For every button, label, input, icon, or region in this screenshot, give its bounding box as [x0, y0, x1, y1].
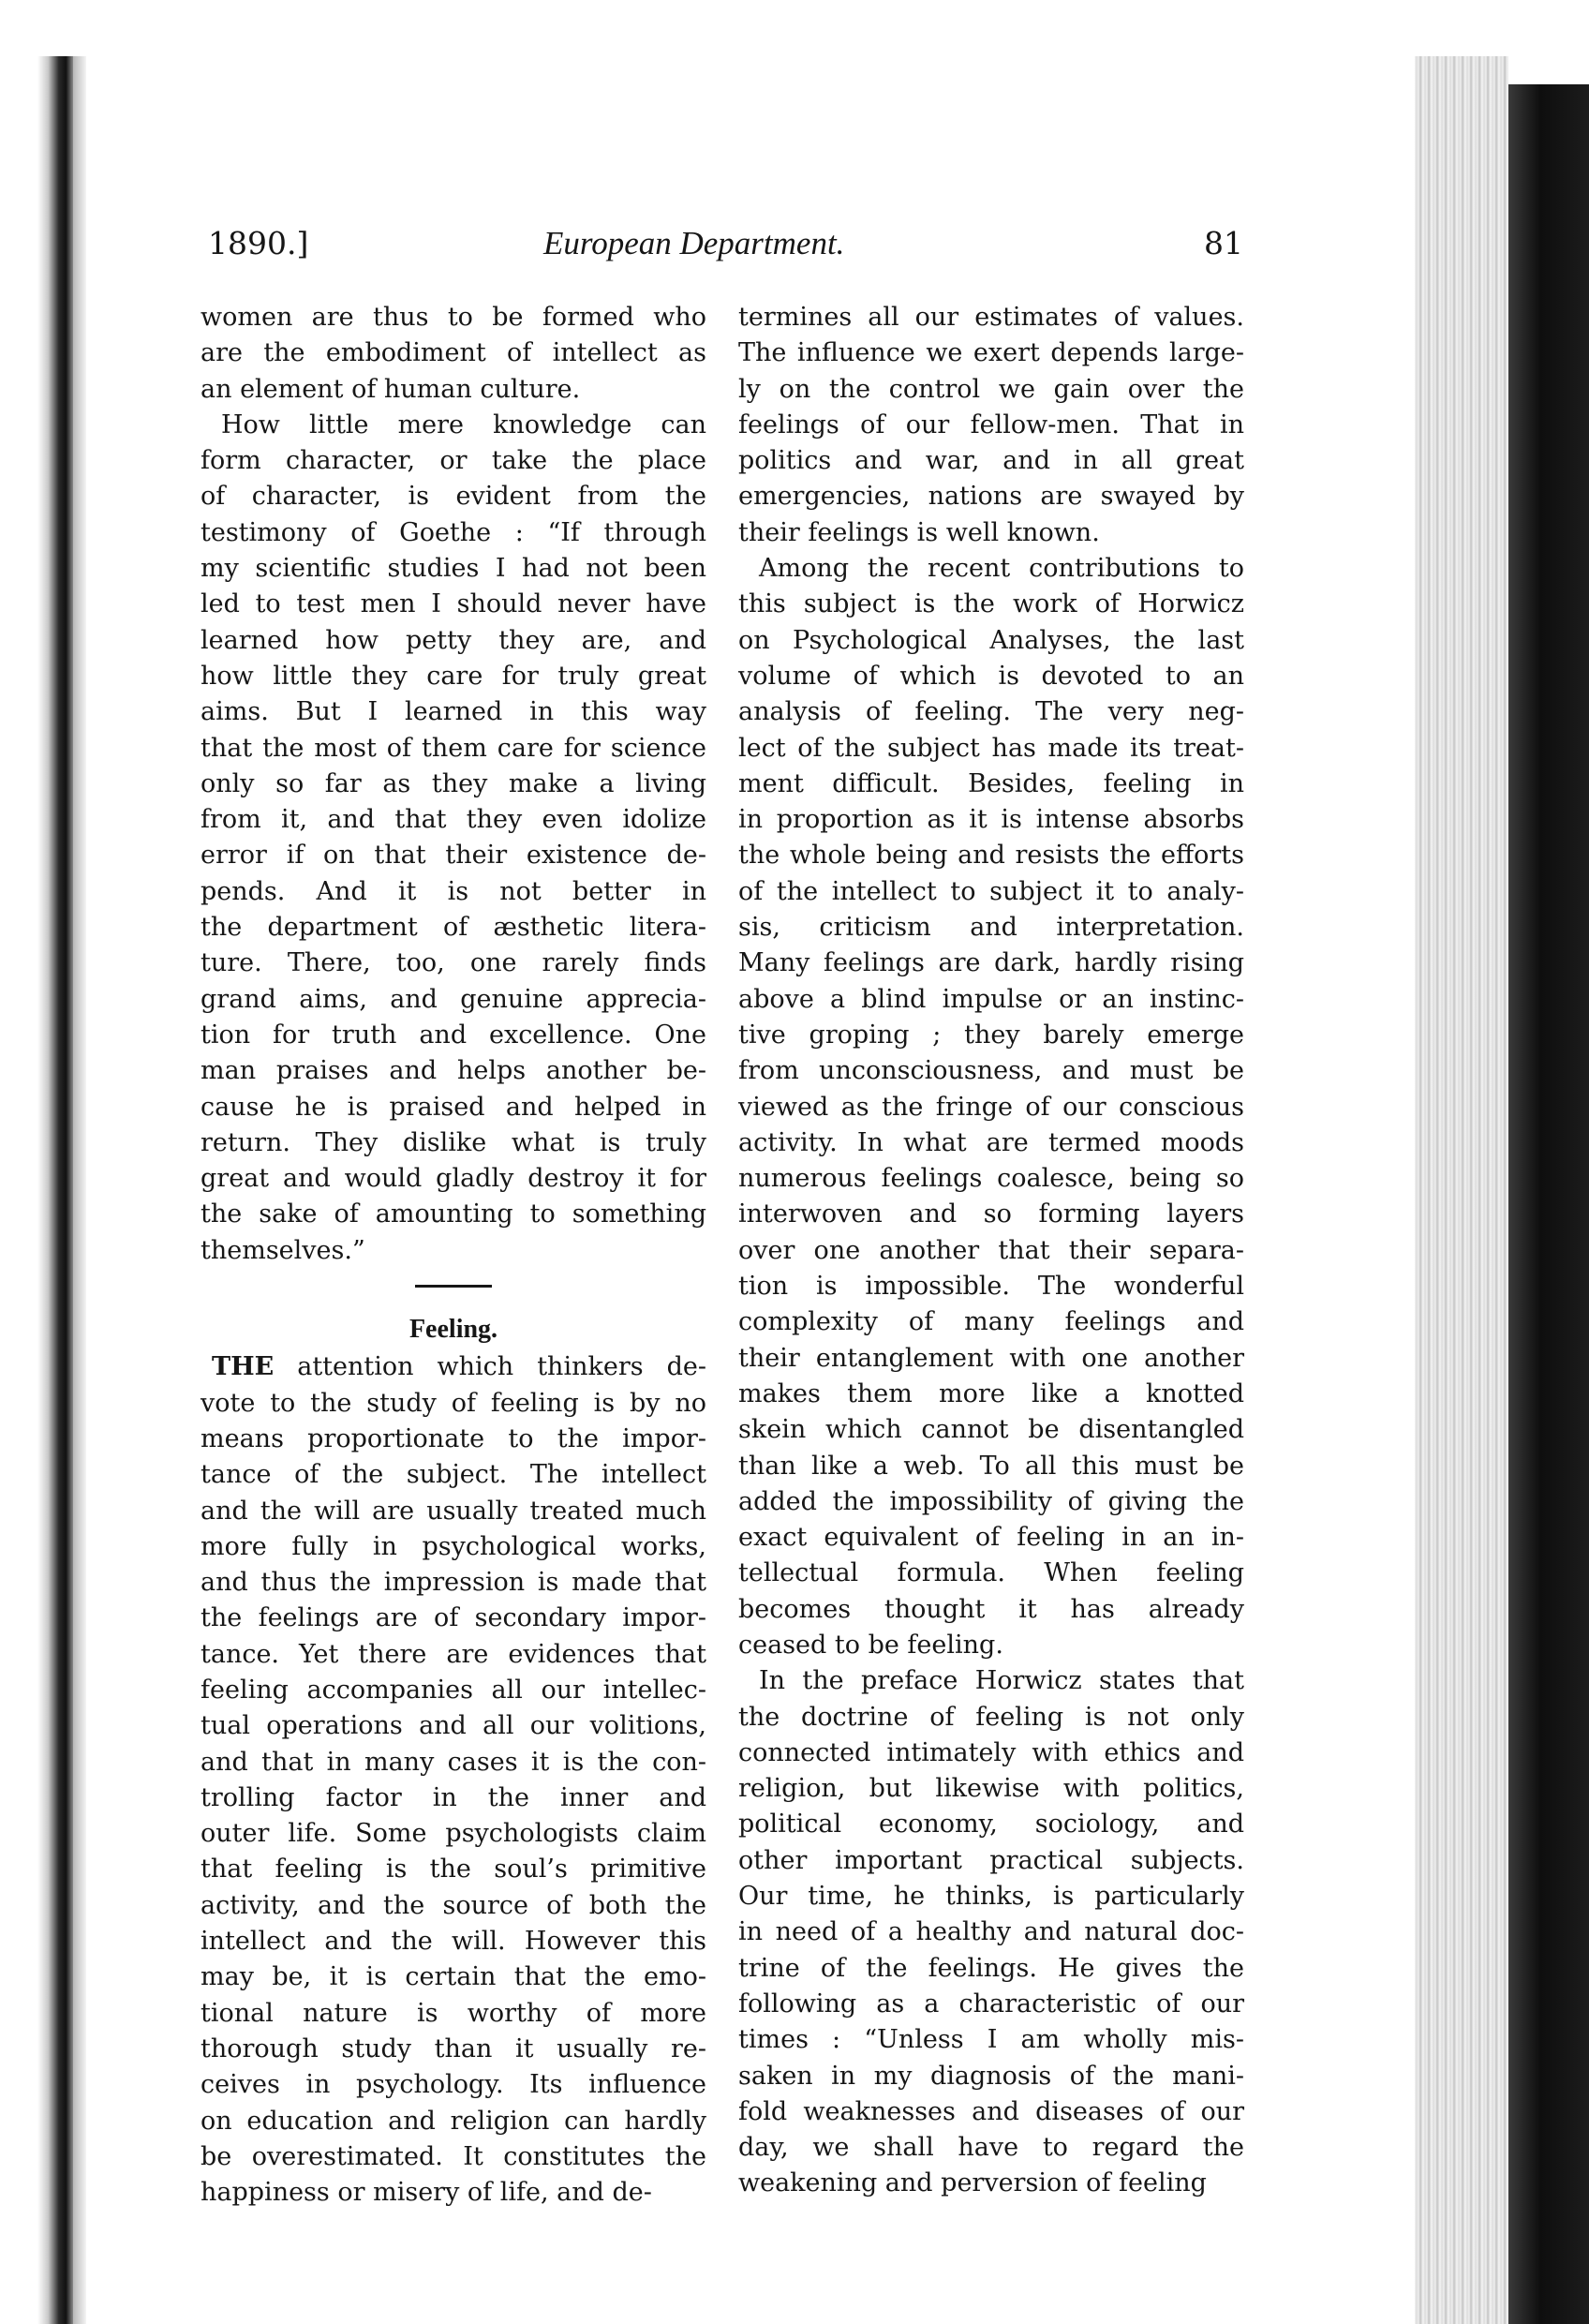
header-title: European Department.: [543, 225, 845, 261]
text-line: ceives in psychology. Its influence: [200, 2070, 706, 2100]
text-line: the doctrine of feeling is not only: [738, 1702, 1244, 1732]
text-line: than like a web. To all this must be: [738, 1451, 1244, 1481]
text-line: Many feelings are dark, hardly rising: [738, 948, 1244, 978]
text-line: other important practical subjects.: [738, 1845, 1244, 1875]
text-line: this subject is the work of Horwicz: [738, 589, 1244, 619]
text-line: viewed as the fringe of our conscious: [738, 1092, 1244, 1122]
text-line: interwoven and so forming layers: [738, 1199, 1244, 1229]
text-line: return. They dislike what is truly: [200, 1127, 706, 1157]
text-line: exact equivalent of feeling in an in-: [738, 1523, 1244, 1553]
text-line: trolling factor in the inner and: [200, 1782, 706, 1812]
text-line: ceased to be feeling.: [738, 1630, 1003, 1660]
section-heading: Feeling.: [408, 1315, 498, 1345]
text-line: how little they care for truly great: [200, 661, 706, 691]
text-line: In the preface Horwicz states that: [759, 1666, 1244, 1696]
text-line: aims. But I learned in this way: [200, 697, 706, 727]
text-line: their feelings is well known.: [738, 517, 1100, 547]
text-line: thorough study than it usually re-: [200, 2034, 706, 2063]
text-line: complexity of many feelings and: [738, 1307, 1244, 1337]
text-line: on Psychological Analyses, the last: [738, 625, 1244, 655]
text-line: vote to the study of feeling is by no: [200, 1388, 706, 1418]
right-column: [738, 300, 1244, 2202]
text-line: political economy, sociology, and: [738, 1810, 1244, 1840]
text-line: are the embodiment of intellect as: [200, 338, 706, 368]
text-line: following as a characteristic of our: [738, 1989, 1244, 2019]
text-line: [200, 1349, 706, 1385]
paragraph: [738, 300, 1244, 551]
text-line: numerous feelings coalesce, being so: [738, 1164, 1244, 1194]
header-year: 1890.]: [208, 225, 309, 261]
text-line: ly on the control we gain over the: [738, 374, 1244, 404]
paragraph: [200, 1349, 706, 2211]
text-line: activity. In what are termed moods: [738, 1127, 1244, 1157]
text-line: How little mere knowledge can: [221, 410, 706, 439]
text-line: tive groping ; they barely emerge: [738, 1020, 1244, 1050]
text-line: lect of the subject has made its treat-: [738, 733, 1244, 763]
paragraph: [200, 408, 706, 1269]
text-line: means proportionate to the impor-: [200, 1423, 706, 1453]
text-line: error if on that their existence de-: [200, 841, 706, 871]
text-line: their entanglement with one another: [738, 1343, 1244, 1373]
text-line: becomes thought it has already: [738, 1594, 1244, 1624]
text-line: ture. There, too, one rarely finds: [200, 948, 706, 978]
text-line: skein which cannot be disentangled: [738, 1415, 1244, 1445]
text-line: only so far as they make a living: [200, 768, 706, 798]
text-line: feeling accompanies all our intellec-: [200, 1675, 706, 1705]
text-line: tional nature is worthy of more: [200, 1998, 706, 2028]
text-line: happiness or misery of life, and de-: [200, 2178, 652, 2208]
text-line: intellect and the will. However this: [200, 1927, 706, 1957]
text-line: sis, criticism and interpretation.: [738, 913, 1244, 943]
text-line: added the impossibility of giving the: [738, 1486, 1244, 1516]
text-line: volume of which is devoted to an: [738, 661, 1244, 691]
text-line: great and would gladly destroy it for: [200, 1164, 706, 1194]
text-line: form character, or take the place: [200, 446, 706, 476]
paragraph: [738, 1663, 1244, 2201]
text-line: and the will are usually treated much: [200, 1496, 706, 1526]
text-line: women are thus to be formed who: [200, 303, 706, 332]
text-line: makes them more like a knotted: [738, 1378, 1244, 1408]
text-line: the sake of amounting to something: [200, 1199, 706, 1229]
text-line: tance of the subject. The intellect: [200, 1460, 706, 1490]
text-line: outer life. Some psychologists claim: [200, 1819, 706, 1849]
text-line: connected intimately with ethics and: [738, 1737, 1244, 1767]
text-line: Our time, he thinks, is particularly: [738, 1882, 1244, 1912]
text-line: tion for truth and excellence. One: [200, 1020, 706, 1050]
text-line: and thus the impression is made that: [200, 1568, 706, 1598]
text-line: over one another that their separa-: [738, 1235, 1244, 1265]
text-line: cause he is praised and helped in: [200, 1092, 706, 1122]
text-line: weakening and perversion of feeling: [738, 2168, 1207, 2198]
page-number: 81: [1204, 225, 1243, 261]
text-line: may be, it is certain that the emo-: [200, 1962, 706, 1992]
book-gutter-shadow: [73, 56, 86, 2324]
text-line: that feeling is the soul’s primitive: [200, 1855, 706, 1885]
text-line: tion is impossible. The wonderful: [738, 1272, 1244, 1302]
text-line: of the intellect to subject it to analy-: [738, 876, 1244, 906]
text-line: in proportion as it is intense absorbs: [738, 805, 1244, 835]
text-line: more fully in psychological works,: [200, 1531, 706, 1561]
text-line: trine of the feelings. He gives the: [738, 1953, 1244, 1983]
text-line: the feelings are of secondary impor-: [200, 1603, 706, 1633]
text-line: led to test men I should never have: [200, 589, 706, 619]
paragraph-lead-word: THE: [212, 1352, 275, 1382]
text-line: the department of æsthetic litera-: [200, 913, 706, 943]
text-line: learned how petty they are, and: [200, 625, 706, 655]
text-line: and that in many cases it is the con-: [200, 1747, 706, 1777]
text-line-rest: attention which thinkers de-: [274, 1352, 706, 1382]
text-line: that the most of them care for science: [200, 733, 706, 763]
left-column: [200, 300, 706, 2211]
text-line: times : “Unless I am wholly mis-: [738, 2025, 1244, 2055]
book-binding-left: [37, 56, 73, 2324]
text-line: tellectual formula. When feeling: [738, 1558, 1244, 1588]
text-line: day, we shall have to regard the: [738, 2133, 1244, 2163]
text-line: activity, and the source of both the: [200, 1890, 706, 1920]
paragraph: [738, 551, 1244, 1663]
text-line: religion, but likewise with politics,: [738, 1774, 1244, 1804]
text-line: themselves.”: [200, 1235, 365, 1265]
text-line: termines all our estimates of values.: [738, 303, 1244, 332]
page-edges-right: [1415, 56, 1508, 2324]
text-line: from unconsciousness, and must be: [738, 1056, 1244, 1086]
text-line: pends. And it is not better in: [200, 876, 706, 906]
text-line: politics and war, and in all great: [738, 446, 1244, 476]
text-line: fold weaknesses and diseases of our: [738, 2096, 1244, 2126]
text-line: be overestimated. It constitutes the: [200, 2141, 706, 2171]
paragraph: [200, 300, 706, 408]
text-line: the whole being and resists the efforts: [738, 841, 1244, 871]
text-line: my scientific studies I had not been: [200, 554, 706, 584]
text-line: in need of a healthy and natural doc-: [738, 1917, 1244, 1947]
text-line: feelings of our fellow-men. That in: [738, 410, 1244, 439]
text-line: saken in my diagnosis of the mani-: [738, 2061, 1244, 2091]
text-line: grand aims, and genuine apprecia-: [200, 984, 706, 1014]
text-line: analysis of feeling. The very neg-: [738, 697, 1244, 727]
text-line: ment difficult. Besides, feeling in: [738, 768, 1244, 798]
text-line: above a blind impulse or an instinc-: [738, 984, 1244, 1014]
running-header: [208, 225, 1243, 281]
text-line: of character, is evident from the: [200, 482, 706, 512]
book-cover-right: [1508, 84, 1589, 2324]
text-line: from it, and that they even idolize: [200, 805, 706, 835]
text-line: tual operations and all our volitions,: [200, 1711, 706, 1741]
text-line: Among the recent contributions to: [759, 554, 1244, 584]
text-line: man praises and helps another be-: [200, 1056, 706, 1086]
text-line: emergencies, nations are swayed by: [738, 482, 1244, 512]
text-line: on education and religion can hardly: [200, 2106, 706, 2136]
section-divider: [415, 1285, 492, 1288]
text-line: The influence we exert depends large-: [738, 338, 1244, 368]
text-line: testimony of Goethe : “If through: [200, 517, 706, 547]
text-line: an element of human culture.: [200, 374, 581, 404]
text-line: tance. Yet there are evidences that: [200, 1639, 706, 1669]
